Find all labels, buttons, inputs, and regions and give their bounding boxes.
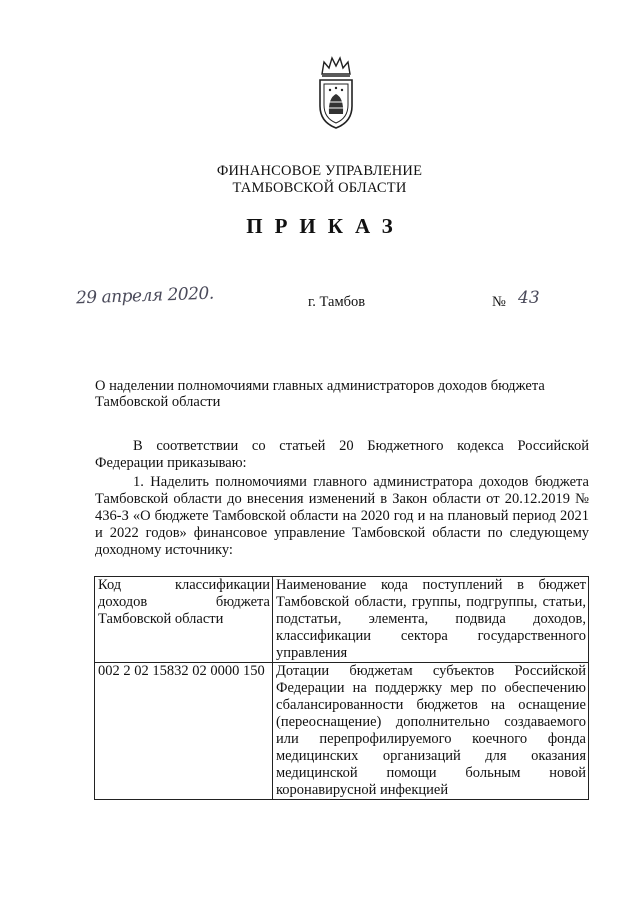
table-cell-name: Дотации бюджетам субъектов Российской Федерации на поддержку мер по обеспечению сбалансированности бюджетов на оснащение (переоснащение) дополнительно создаваемого или перепрофилируемого коечного фонда медицинских организаций для оказания медицинской помощи больным новой коронавирусной инфекцией: [273, 663, 589, 800]
table-header-row: [95, 577, 589, 663]
issuing-organization: [0, 163, 639, 197]
table-row: [95, 663, 589, 800]
handwritten-date: 29 апреля 2020.: [75, 283, 215, 309]
paragraph-1-text: В соответствии со статьей 20 Бюджетного кодекса Российской Федерации приказываю:: [95, 438, 589, 471]
revenue-source-table: [94, 576, 589, 800]
number-label: №: [492, 294, 506, 310]
city: г. Тамбов: [308, 294, 366, 310]
tambov-region-coat-of-arms-icon: [314, 52, 358, 132]
body-paragraph-1: [95, 438, 589, 472]
order-subject: О наделении полномочиями главных администраторов доходов бюджета Тамбовской области: [95, 378, 545, 410]
org-name-line1: ФИНАНСОВОЕ УПРАВЛЕНИЕ: [216, 163, 423, 179]
handwritten-number: 43: [518, 288, 540, 308]
table-header-code: Код классификации доходов бюджета Тамбовской области: [95, 577, 273, 663]
paragraph-2-text: 1. Наделить полномочиями главного администратора доходов бюджета Тамбовской области до внесения изменений в Закон области от 20.12.2019 № 436-З «О бюджете Тамбовской области на 2020 год и на плановый период 2021 и 2022 годов» финансовое управление Тамбовской области по следующему доходному источнику:: [95, 474, 589, 558]
document-type-title: ПРИКАЗ: [246, 214, 405, 238]
table-header-name: Наименование кода поступлений в бюджет Тамбовской области, группы, подгруппы, статьи, подстатьи, элемента, подвида доходов, классификации сектора государственного управления: [273, 577, 589, 663]
body-paragraph-2: [95, 474, 589, 559]
org-name-line2: ТАМБОВСКОЙ ОБЛАСТИ: [232, 180, 407, 196]
table-cell-code: 002 2 02 15832 02 0000 150: [95, 663, 273, 800]
